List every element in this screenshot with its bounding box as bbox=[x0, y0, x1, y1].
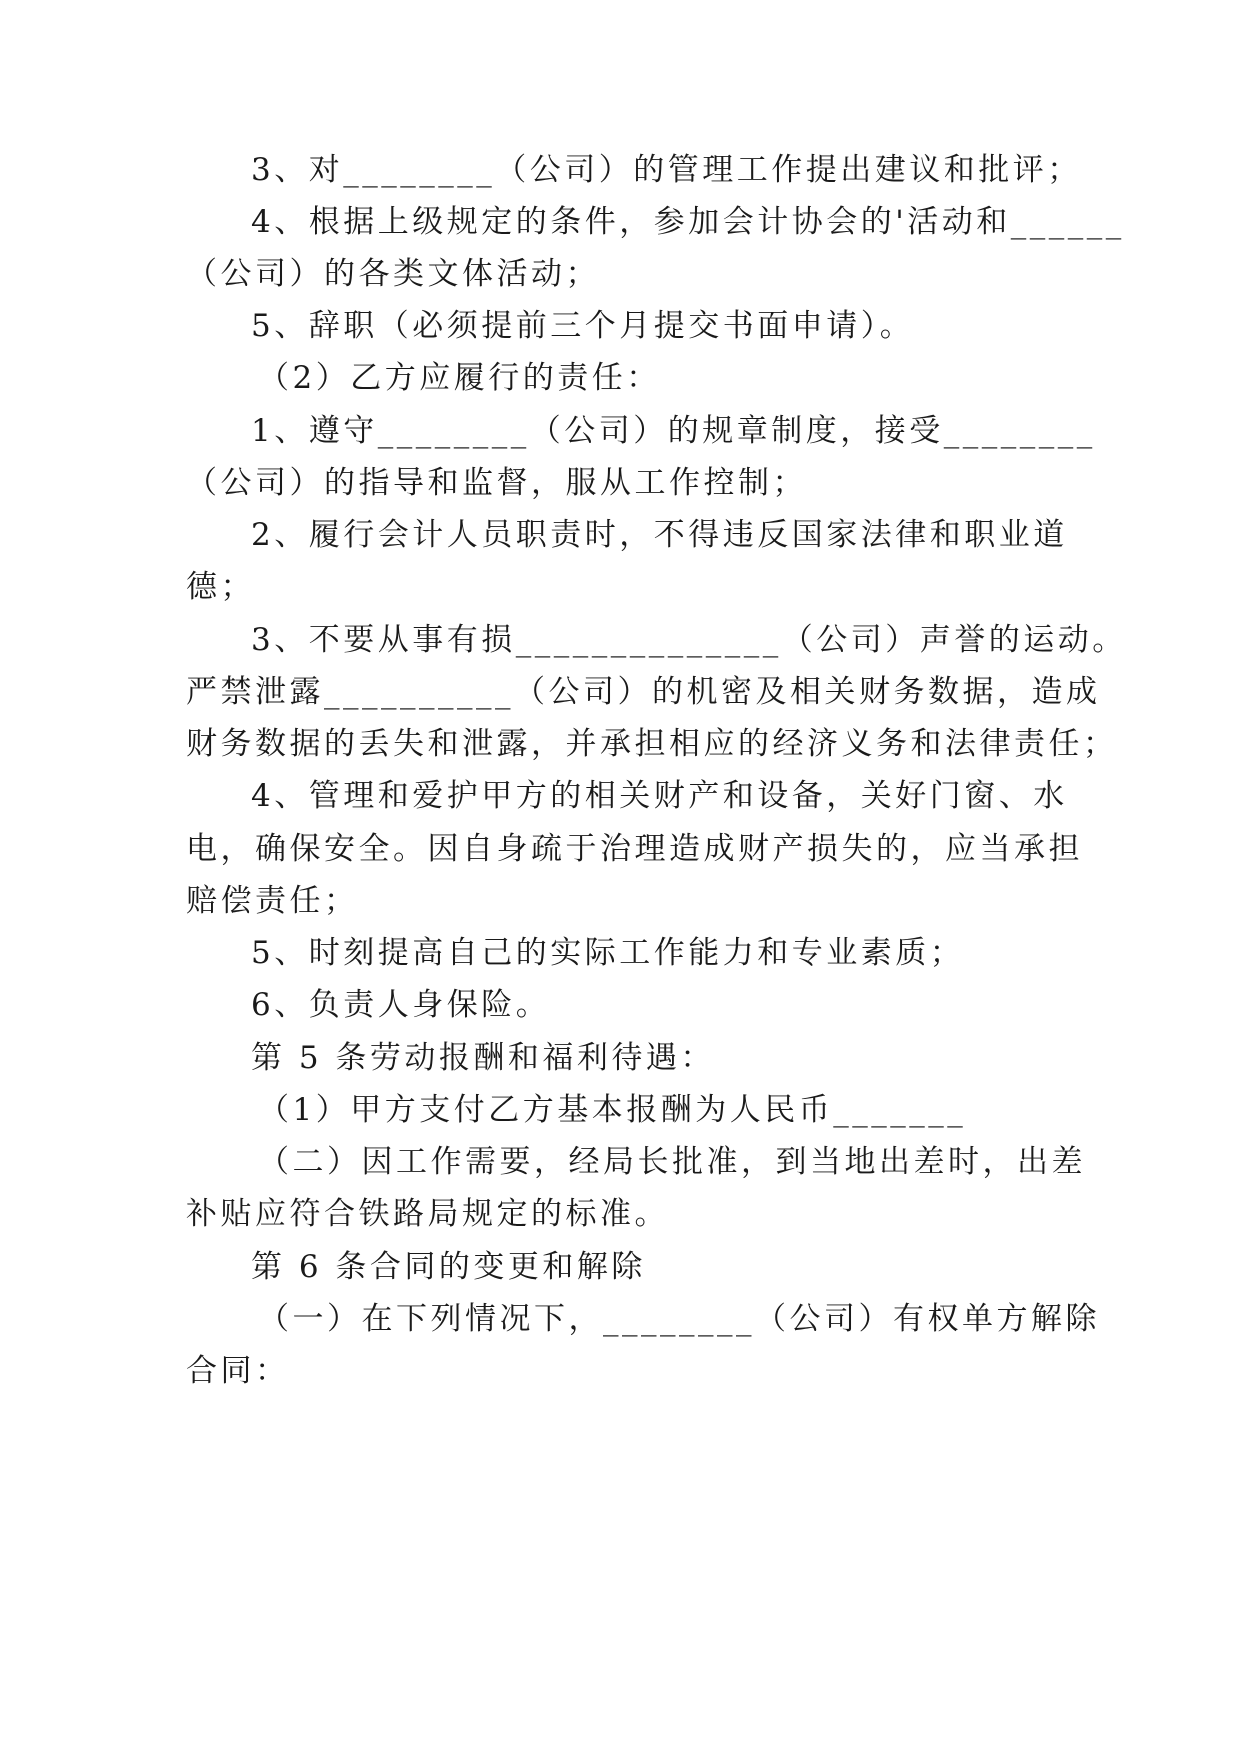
text-line: （二）因工作需要，经局长批准，到当地出差时，出差 bbox=[258, 1144, 1086, 1180]
text-line: 德； bbox=[186, 569, 255, 605]
text-line: 4、管理和爱护甲方的相关财产和设备，关好门窗、水 bbox=[251, 778, 1068, 814]
text-line: 第 6 条合同的变更和解除 bbox=[251, 1249, 646, 1285]
text-line: 财务数据的丢失和泄露，并承担相应的经济义务和法律责任； bbox=[186, 726, 1118, 762]
text-line: 4、根据上级规定的条件，参加会计协会的'活动和______ bbox=[251, 204, 1125, 240]
text-line: 6、负责人身保险。 bbox=[251, 987, 551, 1023]
text-line: 补贴应符合铁路局规定的标准。 bbox=[186, 1196, 669, 1232]
text-line: 第 5 条劳动报酬和福利待遇： bbox=[251, 1040, 715, 1076]
text-line: 合同： bbox=[186, 1353, 290, 1389]
text-line: （公司）的各类文体活动； bbox=[186, 256, 600, 292]
text-line: （2）乙方应履行的责任： bbox=[258, 360, 661, 396]
text-line: 1、遵守________（公司）的规章制度，接受________ bbox=[251, 413, 1096, 449]
text-line: （1）甲方支付乙方基本报酬为人民币_______ bbox=[258, 1092, 967, 1128]
text-line: 赔偿责任； bbox=[186, 883, 359, 919]
text-line: （公司）的指导和监督，服从工作控制； bbox=[186, 465, 807, 501]
text-line: 2、履行会计人员职责时，不得违反国家法律和职业道 bbox=[251, 517, 1068, 553]
text-line: 严禁泄露__________（公司）的机密及相关财务数据，造成 bbox=[186, 674, 1101, 710]
text-line: 3、不要从事有损______________（公司）声誉的运动。 bbox=[251, 622, 1127, 658]
text-line: 5、辞职（必须提前三个月提交书面申请）。 bbox=[251, 308, 915, 344]
text-line: 5、时刻提高自己的实际工作能力和专业素质； bbox=[251, 935, 965, 971]
text-line: （一）在下列情况下，________（公司）有权单方解除 bbox=[258, 1301, 1100, 1337]
text-line: 3、对________（公司）的管理工作提出建议和批评； bbox=[251, 152, 1082, 188]
text-line: 电，确保安全。因自身疏于治理造成财产损失的，应当承担 bbox=[186, 831, 1083, 867]
